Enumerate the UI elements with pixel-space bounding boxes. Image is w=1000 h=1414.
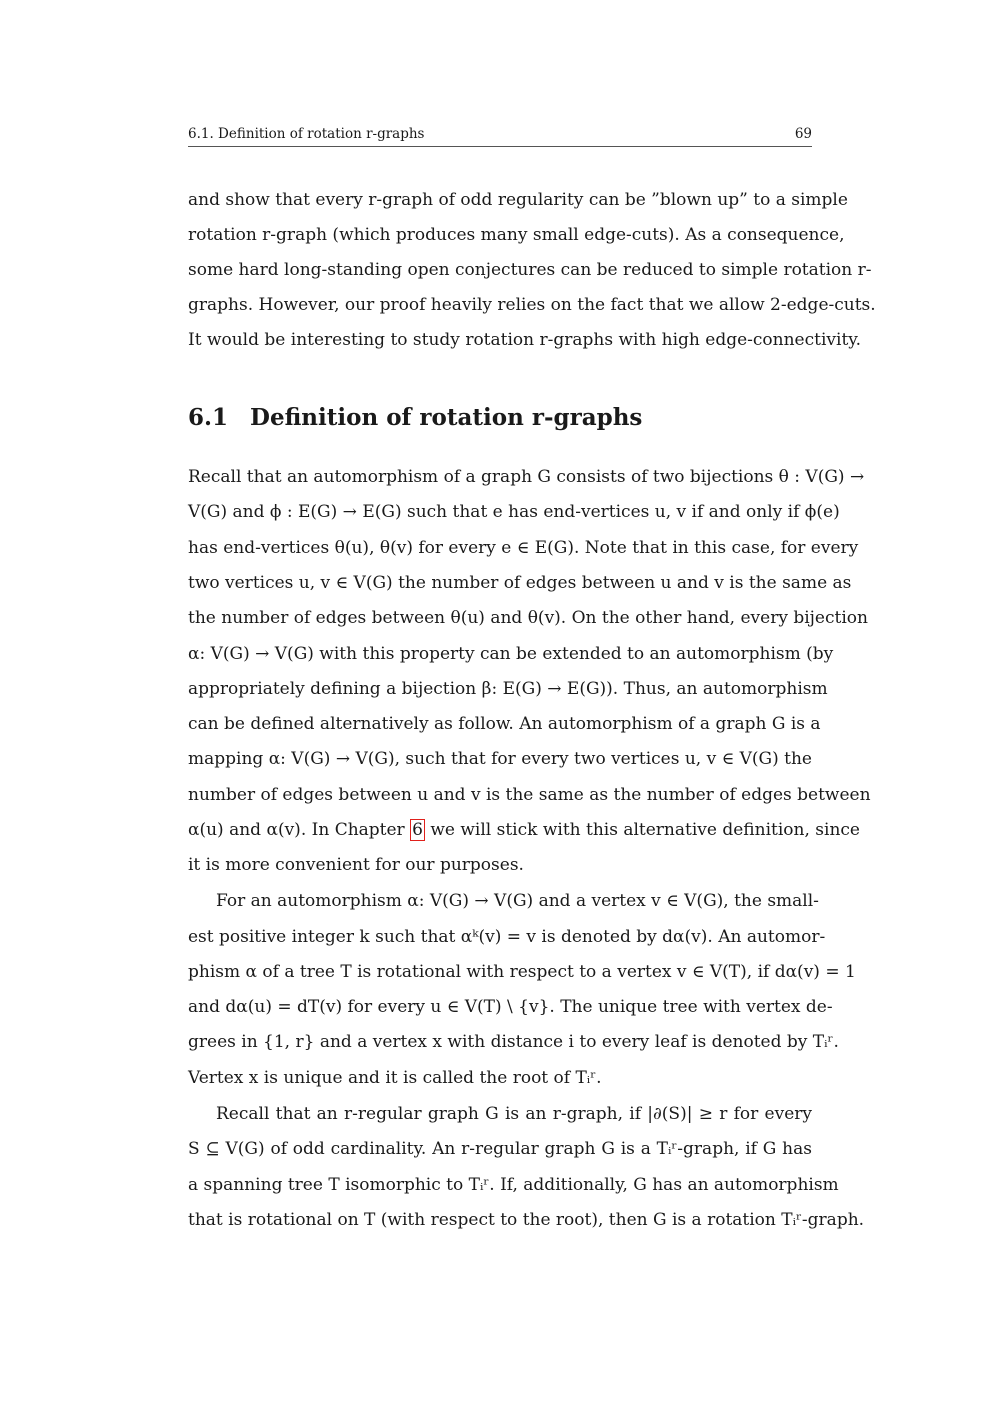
intro-line: graphs. However, our proof heavily relies on the fact that we allow 2-edge-cuts. bbox=[188, 295, 876, 315]
intro-line: It would be interesting to study rotation r-graphs with high edge-connectivity. bbox=[188, 330, 862, 350]
body-line: a spanning tree T isomorphic to Tᵢʳ. If, additionally, G has an automorphism bbox=[188, 1175, 839, 1195]
body-line: Recall that an r-regular graph G is an r-graph, if |∂(S)| ≥ r for every bbox=[216, 1104, 812, 1124]
intro-line: some hard long-standing open conjectures can be reduced to simple rotation r- bbox=[188, 260, 872, 280]
body-line: and dα(u) = dT(v) for every u ∈ V(T) \ {v}. The unique tree with vertex de- bbox=[188, 997, 833, 1017]
header-section-title: 6.1. Definition of rotation r-graphs bbox=[188, 126, 425, 142]
intro-line: rotation r-graph (which produces many small edge-cuts). As a consequence, bbox=[188, 225, 845, 245]
body-line: that is rotational on T (with respect to the root), then G is a rotation Tᵢʳ-graph. bbox=[188, 1210, 865, 1230]
ref-line-after: we will stick with this alternative definition, since bbox=[424, 820, 860, 840]
body-line: two vertices u, v ∈ V(G) the number of edges between u and v is the same as bbox=[188, 573, 852, 593]
body-line: appropriately defining a bijection β: E(G) → E(G)). Thus, an automorphism bbox=[188, 679, 828, 699]
body-line: Vertex x is unique and it is called the root of Tᵢʳ. bbox=[188, 1068, 602, 1088]
body-line: Recall that an automorphism of a graph G consists of two bijections θ : V(G) → bbox=[188, 467, 865, 487]
body-line-with-ref bbox=[188, 819, 860, 841]
page-number: 69 bbox=[794, 126, 812, 142]
intro-line: and show that every r-graph of odd regularity can be ”blown up” to a simple bbox=[188, 190, 848, 210]
section-number: 6.1 bbox=[188, 404, 229, 431]
running-header bbox=[188, 126, 812, 147]
section-title-text: Definition of rotation r-graphs bbox=[250, 404, 643, 431]
section-heading bbox=[188, 404, 642, 431]
body-line: has end-vertices θ(u), θ(v) for every e ∈ E(G). Note that in this case, for every bbox=[188, 538, 859, 558]
body-line: it is more convenient for our purposes. bbox=[188, 855, 524, 875]
body-line: α: V(G) → V(G) with this property can be extended to an automorphism (by bbox=[188, 644, 834, 664]
body-line: phism α of a tree T is rotational with respect to a vertex v ∈ V(T), if dα(v) = 1 bbox=[188, 962, 856, 982]
body-line: est positive integer k such that αᵏ(v) = v is denoted by dα(v). An automor- bbox=[188, 927, 826, 947]
chapter-link[interactable]: 6 bbox=[412, 820, 423, 840]
body-line: mapping α: V(G) → V(G), such that for every two vertices u, v ∈ V(G) the bbox=[188, 749, 812, 769]
body-line: can be defined alternatively as follow. An automorphism of a graph G is a bbox=[188, 714, 821, 734]
body-line: V(G) and ϕ : E(G) → E(G) such that e has end-vertices u, v if and only if ϕ(e) bbox=[188, 502, 840, 522]
ref-line-before: α(u) and α(v). In Chapter bbox=[188, 820, 411, 840]
body-line: number of edges between u and v is the same as the number of edges between bbox=[188, 785, 871, 805]
body-line: the number of edges between θ(u) and θ(v). On the other hand, every bijection bbox=[188, 608, 868, 628]
body-line: For an automorphism α: V(G) → V(G) and a vertex v ∈ V(G), the small- bbox=[216, 891, 819, 911]
body-line: grees in {1, r} and a vertex x with distance i to every leaf is denoted by Tᵢʳ. bbox=[188, 1032, 839, 1052]
body-line: S ⊆ V(G) of odd cardinality. An r-regular graph G is a Tᵢʳ-graph, if G has bbox=[188, 1139, 812, 1159]
